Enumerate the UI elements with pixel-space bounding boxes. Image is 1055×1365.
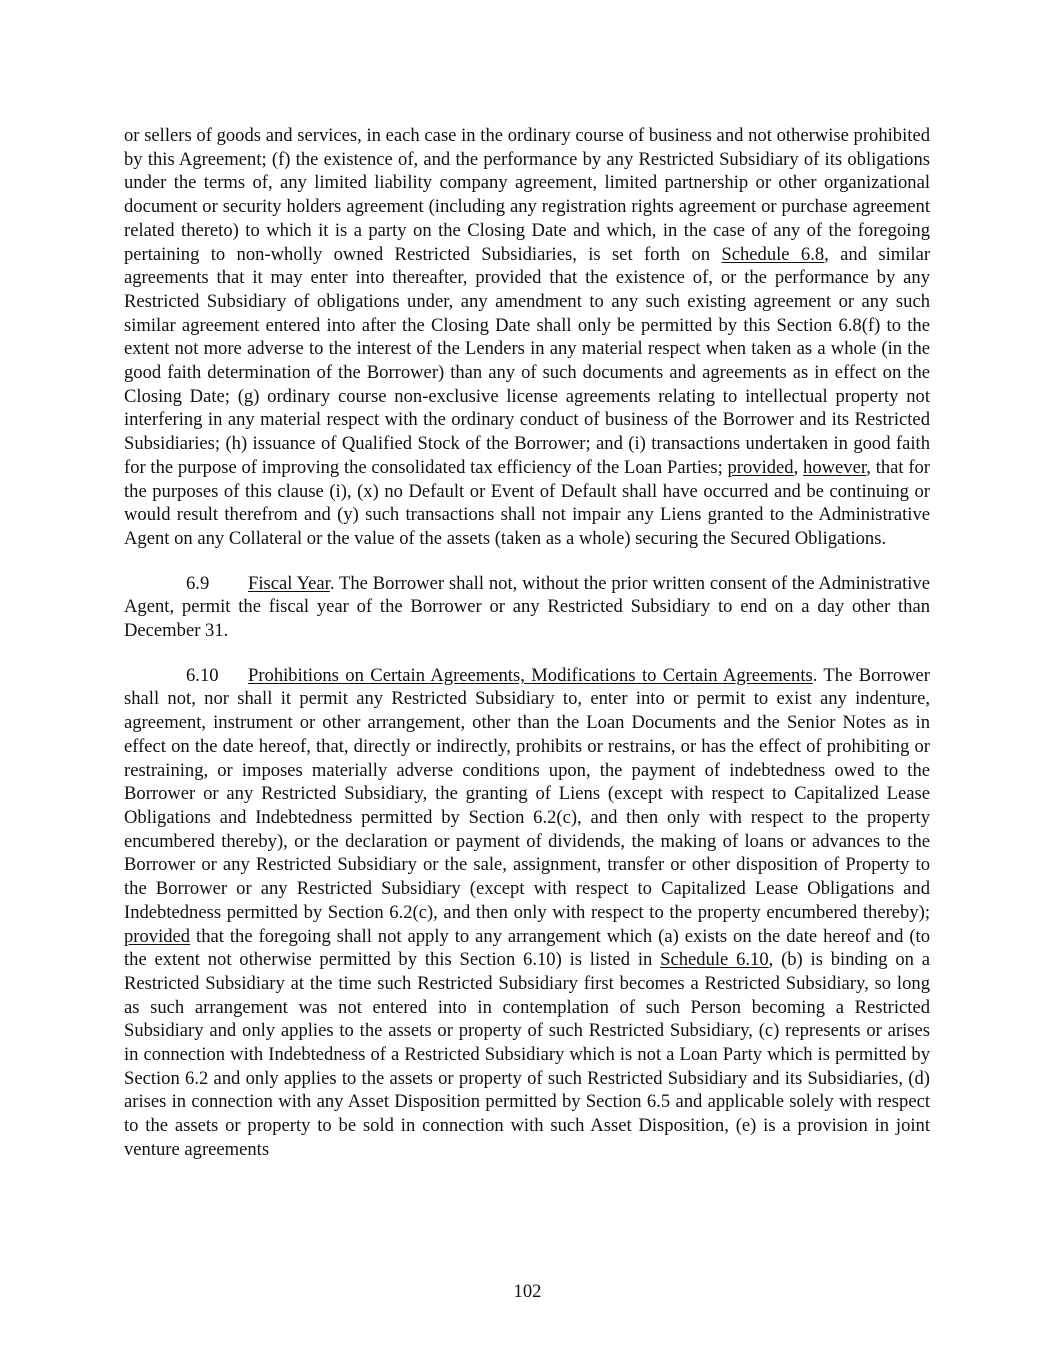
section-heading: Fiscal Year (248, 572, 330, 594)
section-6-9 (124, 572, 930, 643)
provided-term: provided (124, 925, 191, 947)
paragraph-text: , and similar agreements that it may enter into thereafter, provided that the existence of, or the performance by any Restricted Subsidiary of obligations under, any amendment to any such existing agreement or any such similar agreement entered into after the Closing Date shall only be permitted by this Section 6.8(f) to the extent not more adverse to the interest of the Lenders in any material respect when taken as a whole (in the good faith determination of the Borrower) than any of such documents and agreements as in effect on the Closing Date; (g) ordinary course non-exclusive license agreements relating to intellectual property not interfering in any material respect with the ordinary conduct of business of the Borrower and its Restricted Subsidiaries; (h) issuance of Qualified Stock of the Borrower; and (i) transactions undertaken in good faith for the purpose of improving the consolidated tax efficiency of the Loan Parties; (124, 243, 931, 478)
section-number: 6.9 (186, 572, 210, 594)
section-body: that the foregoing shall not apply to any arrangement which (a) exists on the date hereof and (to the extent not otherwise permitted by this Section 6.10) is listed in (124, 925, 930, 971)
section-body: . The Borrower shall not, nor shall it permit any Restricted Subsidiary to, enter into or permit to exist any indenture, agreement, instrument or other arrangement, other than the Loan Documents and the Senior Notes as in effect on the date hereof, that, directly or indirectly, prohibits or restrains, or has the effect of prohibiting or restraining, or imposes materially adverse conditions upon, the payment of indebtedness owed to the Borrower or any Restricted Subsidiary, the granting of Liens (except with respect to Capitalized Lease Obligations and Indebtedness permitted by Section 6.2(c), and then only with respect to the property encumbered thereby), or the declaration or payment of dividends, the making of loans or advances to the Borrower or any Restricted Subsidiary or the sale, assignment, transfer or other disposition of Property to the Borrower or any Restricted Subsidiary (except with respect to Capitalized Lease Obligations and Indebtedness permitted by Section 6.2(c), and then only with respect to the property encumbered thereby); (124, 664, 930, 923)
paragraph-text: , that for the purposes of this clause (i), (x) no Default or Event of Default shall have occurred and be continuing or would result therefrom and (y) such transactions shall not impair any Liens granted to the Administrative Agent on any Collateral or the value of the assets (taken as a whole) securing the Secured Obligations. (124, 456, 930, 549)
section-number: 6.10 (186, 664, 219, 686)
section-body: , (b) is binding on a Restricted Subsidiary at the time such Restricted Subsidiary first becomes a Restricted Subsidiary, so long as such arrangement was not entered into in contemplation of such Person becoming a Restricted Subsidiary and only applies to the assets or property of such Restricted Subsidiary, (c) represents or arises in connection with Indebtedness of a Restricted Subsidiary which is not a Loan Party which is permitted by Section 6.2 and only applies to the assets or property of such Restricted Subsidiary and its Subsidiaries, (d) arises in connection with any Asset Disposition permitted by Section 6.5 and applicable solely with respect to the assets or property to be sold in connection with such Asset Disposition, (e) is a provision in joint venture agreements (124, 949, 931, 1160)
section-6-10 (124, 664, 930, 1162)
schedule-6-8-reference: Schedule 6.8 (721, 243, 825, 265)
however-term: however (803, 456, 867, 478)
section-heading: Prohibitions on Certain Agreements, Modifications to Certain Agreements (248, 664, 813, 686)
page-number: 102 (513, 1281, 542, 1302)
paragraph-continued-6-8 (124, 124, 930, 551)
section-body: . The Borrower shall not, without the prior written consent of the Administrative Agent, permit the fiscal year of the Borrower or any Restricted Subsidiary to end on a day other than December 31. (124, 572, 930, 642)
page-body (124, 124, 930, 1162)
provided-term: provided (727, 456, 794, 478)
paragraph-text: or sellers of goods and services, in each case in the ordinary course of business and not otherwise prohibited by this Agreement; (f) the existence of, and the performance by any Restricted Subsidiary of its obligations under the terms of, any limited liability company agreement, limited partnership or other organizational document or security holders agreement (including any registration rights agreement or purchase agreement related thereto) to which it is a party on the Closing Date and which, in the case of any of the foregoing pertaining to non-wholly owned Restricted Subsidiaries, is set forth on (124, 125, 930, 265)
paragraph-text: , (793, 456, 804, 478)
schedule-6-10-reference: Schedule 6.10 (660, 949, 769, 971)
